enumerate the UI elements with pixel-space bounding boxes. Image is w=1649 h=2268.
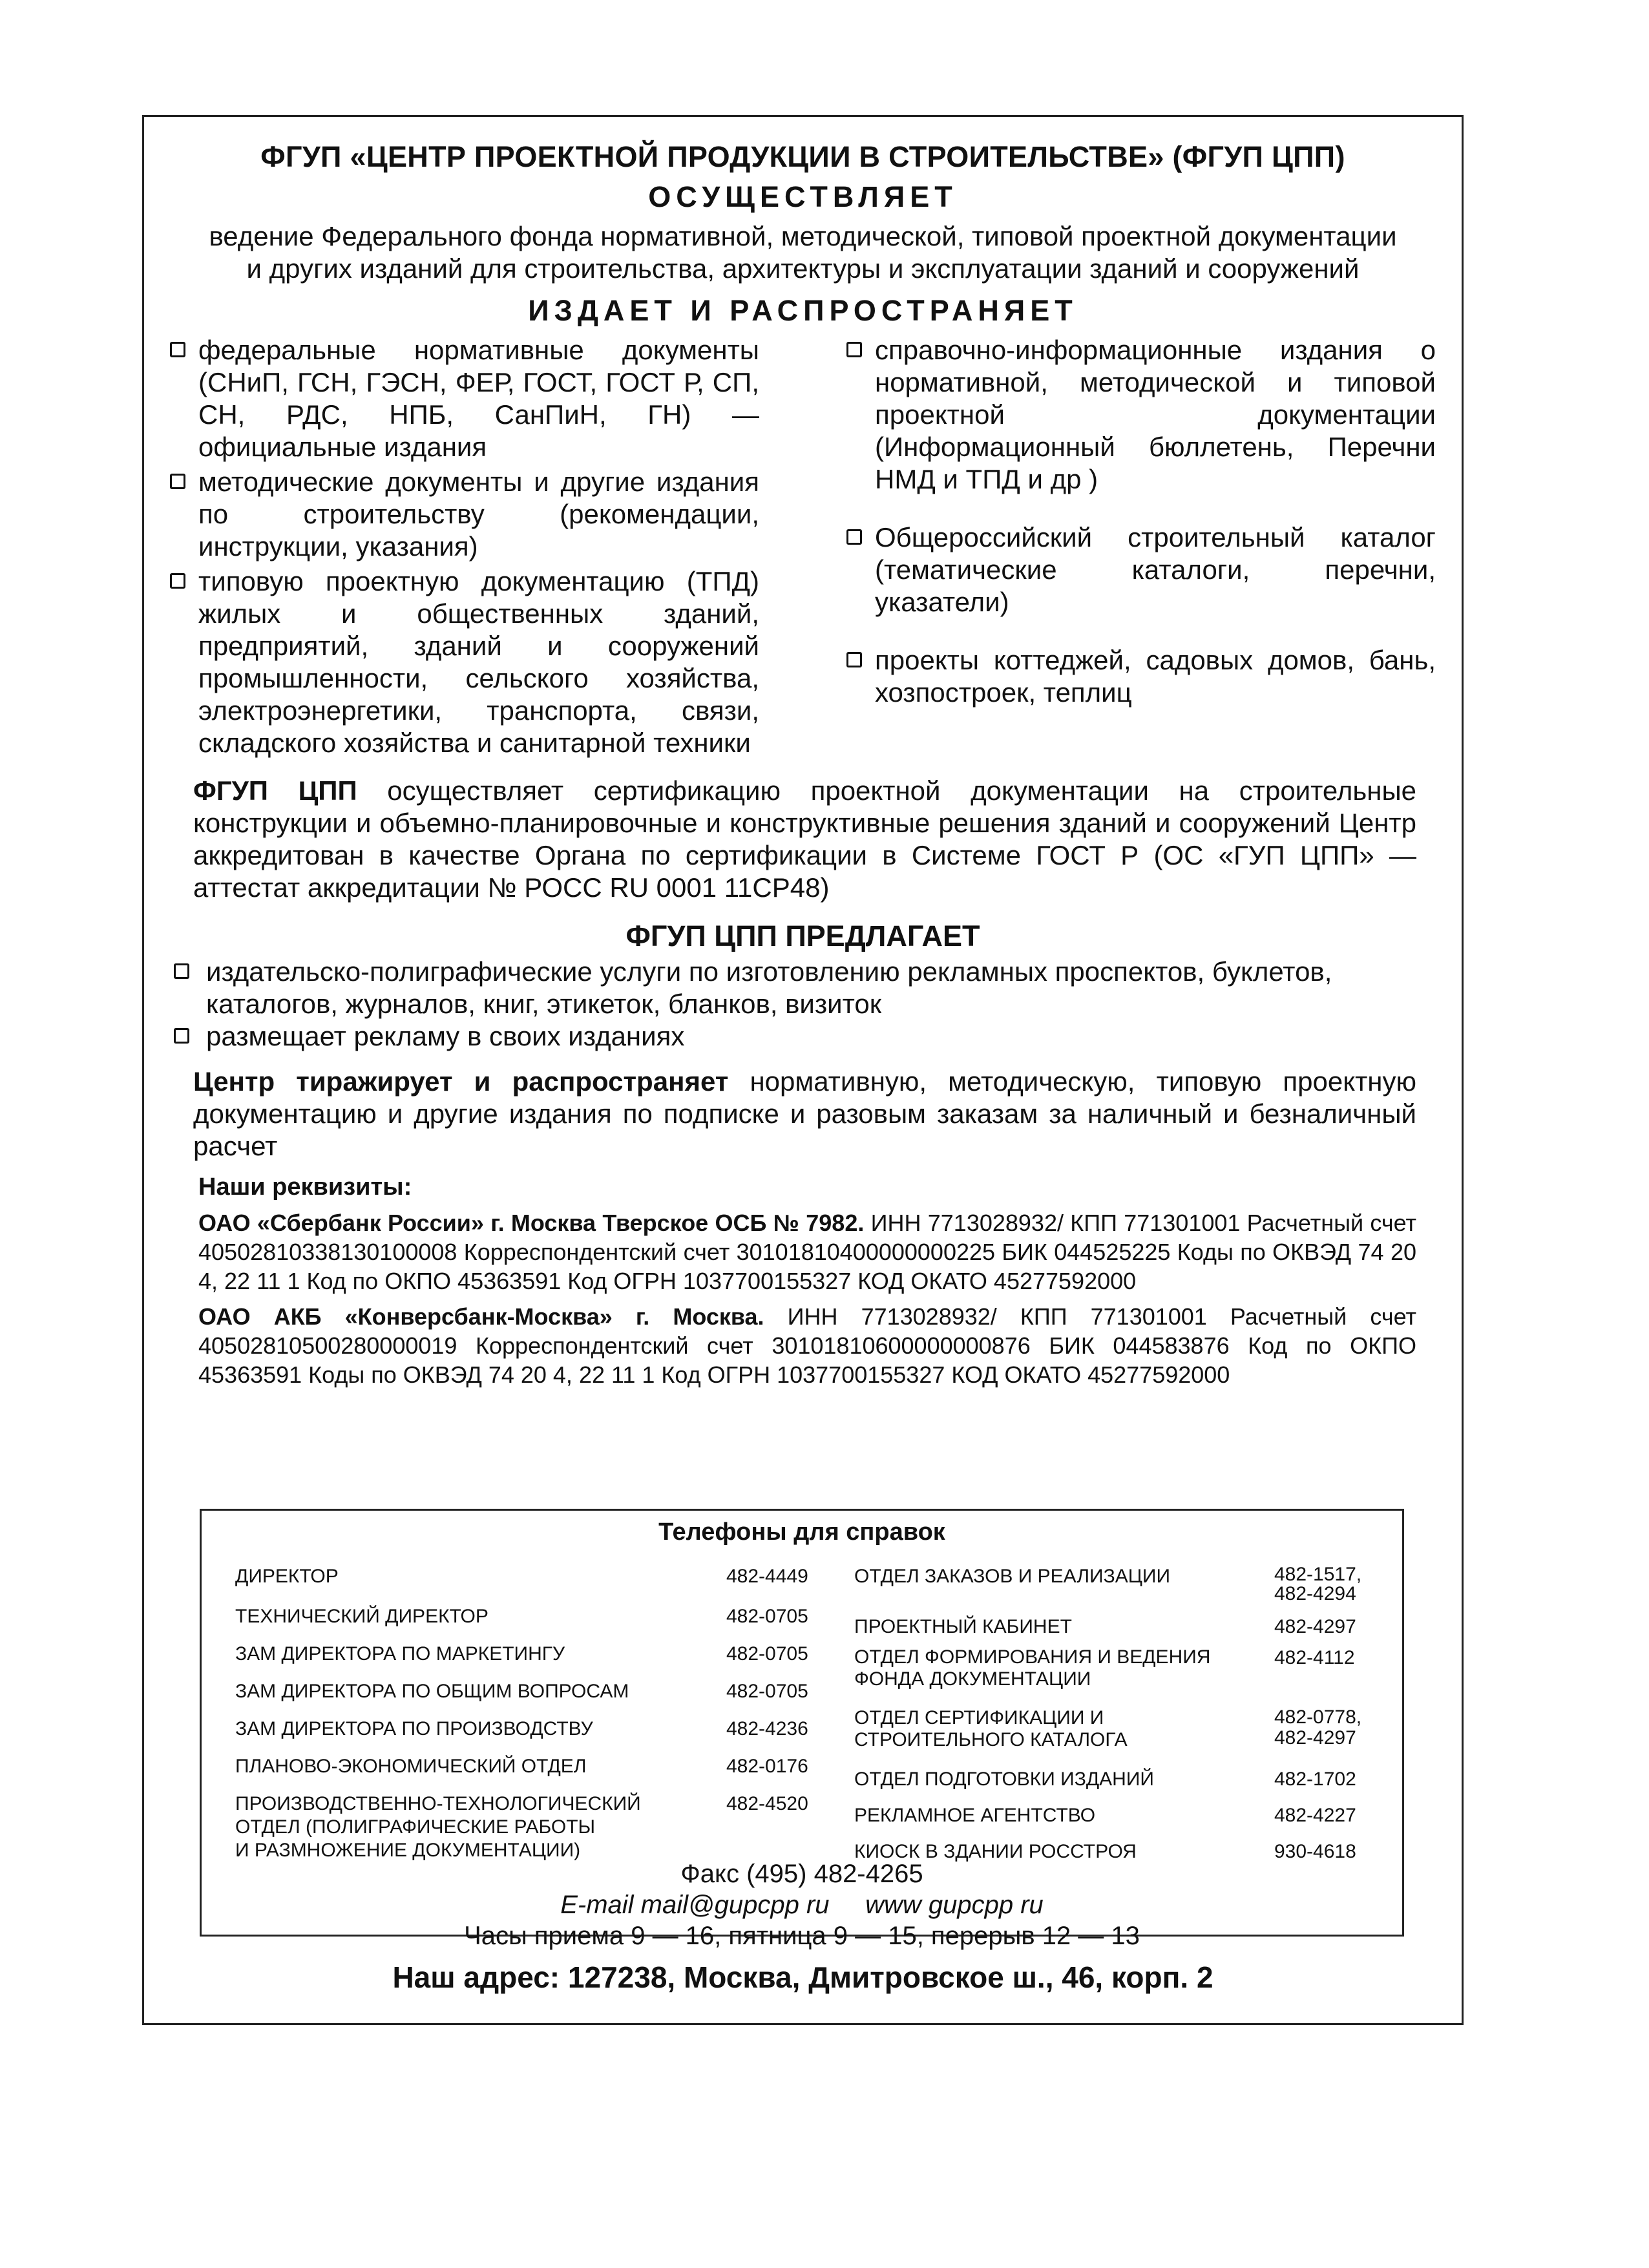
publishes-item-text: типовую проектную документацию (ТПД) жилых и общественных зданий, предприятий, зданий и сооружений промышленности, сельского хозяйства, электроэнергетики, транспорта, связи, складского хозяйства и санитарной техники: [198, 566, 759, 758]
bank-1-text: ИНН 7713028932/ КПП 771301001 Расчетный счет 40502810338130100008 Корреспондентский счет 30101810400000000225 БИК 044525225 Коды по ОКВЭД 74 20 4, 22 11 1 Код по ОКПО 45363591 Код ОГРН 1037700155327 КОД ОКАТО 45277592000: [198, 1210, 1416, 1294]
publishes-item-text: справочно-информационные издания о нормативной, методической и типовой проектной документации (Информационный бюллетень, Перечни НМД и ТПД и др ): [875, 335, 1436, 494]
address: Наш адрес: 127238, Москва, Дмитровское ш., 46, корп. 2: [392, 1960, 1213, 1994]
phone-number: 482-0705: [726, 1681, 808, 1702]
offers-item: [170, 1020, 1436, 1053]
phone-number: 482-0778, 482-4297: [1274, 1706, 1362, 1748]
phone-row: [854, 1707, 1397, 1768]
phone-name: ЗАМ ДИРЕКТОРА ПО МАРКЕТИНГУ: [235, 1643, 565, 1664]
phone-name: ДИРЕКТОР: [235, 1566, 339, 1587]
org-title: ФГУП «ЦЕНТР ПРОЕКТНОЙ ПРОДУКЦИИ В СТРОИТЕЛЬСТВЕ» (ФГУП ЦПП): [260, 140, 1345, 173]
certification-text: осуществляет сертификацию проектной документации на строительные конструкции и объемно-планировочные и конструктивные решения зданий и сооружений Центр аккредитован в качестве Органа по сертификации в Системе ГОСТ Р (ОС «ГУП ЦПП» — аттестат аккредитации № РОСС RU 0001 11СР48): [193, 775, 1416, 903]
phone-name: РЕКЛАМНОЕ АГЕНТСТВО: [854, 1805, 1096, 1826]
phones-right-column: [854, 1565, 1397, 1876]
publishes-item: [170, 334, 759, 463]
bank-2-text: ИНН 7713028932/ КПП 771301001 Расчетный счет 40502810500280000019 Корреспондентский счет 30101810600000000876 БИК 044583876 Код по ОКПО 45363591 Коды по ОКВЭД 74 20 4, 22 11 1 Код ОГРН 1037700155327 КОД ОКАТО 45277592000: [198, 1303, 1416, 1388]
phone-name: ЗАМ ДИРЕКТОРА ПО ОБЩИМ ВОПРОСАМ: [235, 1681, 629, 1702]
phone-number: 482-4520: [726, 1793, 808, 1814]
phone-number: 482-4112: [1274, 1647, 1355, 1668]
details-heading: Наши реквизиты:: [198, 1173, 412, 1201]
publishes-item: [170, 565, 759, 759]
phone-number: 482-4236: [726, 1718, 808, 1739]
phone-name: ПЛАНОВО-ЭКОНОМИЧЕСКИЙ ОТДЕЛ: [235, 1756, 587, 1777]
does-line-2: и других изданий для строительства, архитектуры и эксплуатации зданий и сооружений: [246, 253, 1360, 284]
phone-row: [235, 1643, 817, 1680]
distribution-paragraph: [170, 1066, 1436, 1162]
document-frame: [142, 115, 1464, 2025]
checkbox-square-icon: [846, 652, 862, 667]
phone-number: 482-4227: [1274, 1805, 1356, 1826]
bank-2-name: ОАО АКБ «Конверсбанк-Москва» г. Москва.: [198, 1303, 764, 1330]
phone-row: [235, 1717, 817, 1755]
phone-row: [235, 1565, 817, 1605]
phone-name: ОТДЕЛ ФОРМИРОВАНИЯ И ВЕДЕНИЯ ФОНДА ДОКУМЕНТАЦИИ: [854, 1646, 1211, 1690]
phone-row: [854, 1646, 1397, 1707]
phone-number: 482-0705: [726, 1606, 808, 1627]
phone-number: 482-4449: [726, 1566, 808, 1587]
phones-title: Телефоны для справок: [658, 1518, 945, 1546]
publishes-heading: ИЗДАЕТ И РАСПРОСТРАНЯЕТ: [528, 294, 1078, 327]
phone-row: [235, 1680, 817, 1717]
checkbox-square-icon: [170, 474, 185, 489]
checkbox-square-icon: [846, 529, 862, 545]
phone-number: 482-1517, 482-4294: [1274, 1564, 1362, 1604]
does-text: [170, 220, 1436, 285]
phone-number: 482-0705: [726, 1643, 808, 1664]
phone-row: [235, 1605, 817, 1643]
phone-name: ОТДЕЛ ПОДГОТОВКИ ИЗДАНИЙ: [854, 1769, 1154, 1790]
checkbox-square-icon: [170, 573, 185, 589]
does-heading: ОСУЩЕСТВЛЯЕТ: [648, 180, 958, 213]
fax-line: Факс (495) 482-4265: [680, 1860, 923, 1888]
phone-number: 482-4297: [1274, 1616, 1356, 1637]
phone-row: [854, 1565, 1397, 1615]
publishes-item: [846, 644, 1436, 709]
distribution-bold: Центр тиражирует и распространяет: [193, 1066, 729, 1097]
publishes-item-text: проекты коттеджей, садовых домов, бань, хозпостроек, теплиц: [875, 645, 1436, 708]
offers-heading: ФГУП ЦПП ПРЕДЛАГАЕТ: [625, 919, 980, 952]
offers-item-text: издательско-полиграфические услуги по изготовлению рекламных проспектов, буклетов, каталогов, журналов, книг, этикеток, бланков, визиток: [206, 956, 1332, 1019]
phones-box: [200, 1509, 1404, 1950]
hours-line: Часы приема 9 — 16, пятница 9 — 15, перерыв 12 — 13: [464, 1922, 1140, 1950]
checkbox-square-icon: [174, 963, 189, 979]
certification-bold: ФГУП ЦПП: [193, 775, 357, 806]
offers-item-text: размещает рекламу в своих изданиях: [206, 1021, 685, 1051]
phone-row: [235, 1792, 817, 1865]
bank-2: [198, 1302, 1416, 1389]
checkbox-square-icon: [170, 342, 185, 357]
publishes-item: [846, 334, 1436, 496]
bank-1-name: ОАО «Сбербанк России» г. Москва Тверское ОСБ № 7982.: [198, 1210, 865, 1236]
phone-row: [235, 1755, 817, 1792]
does-line-1: ведение Федерального фонда нормативной, методической, типовой проектной документации: [209, 221, 1397, 251]
bank-1: [198, 1208, 1416, 1296]
publishes-right-column: [846, 334, 1436, 762]
phone-name: ОТДЕЛ ЗАКАЗОВ И РЕАЛИЗАЦИИ: [854, 1566, 1171, 1587]
checkbox-square-icon: [174, 1028, 189, 1044]
publishes-item: [170, 466, 759, 563]
phone-name: ПРОЕКТНЫЙ КАБИНЕТ: [854, 1616, 1072, 1637]
email-link[interactable]: mail@gupcpp ru: [640, 1891, 830, 1919]
phone-row: [854, 1615, 1397, 1646]
offers-item: [170, 956, 1436, 1020]
phone-name: ОТДЕЛ СЕРТИФИКАЦИИ И СТРОИТЕЛЬНОГО КАТАЛОГА: [854, 1707, 1128, 1750]
offers-list: [170, 956, 1436, 1053]
publishes-item-text: Общероссийский строительный каталог (тематические каталоги, перечни, указатели): [875, 522, 1436, 617]
bank-details: [170, 1173, 1436, 1389]
publishes-item-text: методические документы и другие издания по строительству (рекомендации, инструкции, указания): [198, 467, 759, 562]
publishes-columns: [170, 334, 1436, 762]
website-link[interactable]: www gupcpp ru: [865, 1891, 1044, 1919]
publishes-left-column: [170, 334, 759, 762]
phone-row: [854, 1768, 1397, 1804]
phones-left-column: [235, 1565, 817, 1865]
phone-name: ТЕХНИЧЕСКИЙ ДИРЕКТОР: [235, 1606, 488, 1627]
phone-number: 482-1702: [1274, 1769, 1356, 1790]
phones-footer: [202, 1858, 1402, 1951]
contact-line: [202, 1889, 1402, 1920]
phone-name: ЗАМ ДИРЕКТОРА ПО ПРОИЗВОДСТВУ: [235, 1718, 593, 1739]
distribution-text: нормативную, методическую, типовую проектную документацию и другие издания по подписке и разовым заказам за наличный и безналичный расчет: [193, 1066, 1416, 1161]
certification-paragraph: [170, 775, 1436, 904]
phone-name: КИОСК В ЗДАНИИ РОССТРОЯ: [854, 1841, 1137, 1862]
email-label: E-mail: [560, 1891, 634, 1919]
phone-number: 930-4618: [1274, 1841, 1356, 1862]
phone-row: [854, 1804, 1397, 1840]
publishes-item-text: федеральные нормативные документы (СНиП, ГСН, ГЭСН, ФЕР, ГОСТ, ГОСТ Р, СП, СН, РДС, НПБ, СанПиН, ГН) — официальные издания: [198, 335, 759, 462]
publishes-item: [846, 521, 1436, 618]
phone-number: 482-0176: [726, 1756, 808, 1777]
checkbox-square-icon: [846, 342, 862, 357]
phone-name: ПРОИЗВОДСТВЕННО-ТЕХНОЛОГИЧЕСКИЙ ОТДЕЛ (ПОЛИГРАФИЧЕСКИЕ РАБОТЫ И РАЗМНОЖЕНИЕ ДОКУМЕНТАЦИИ): [235, 1793, 641, 1861]
